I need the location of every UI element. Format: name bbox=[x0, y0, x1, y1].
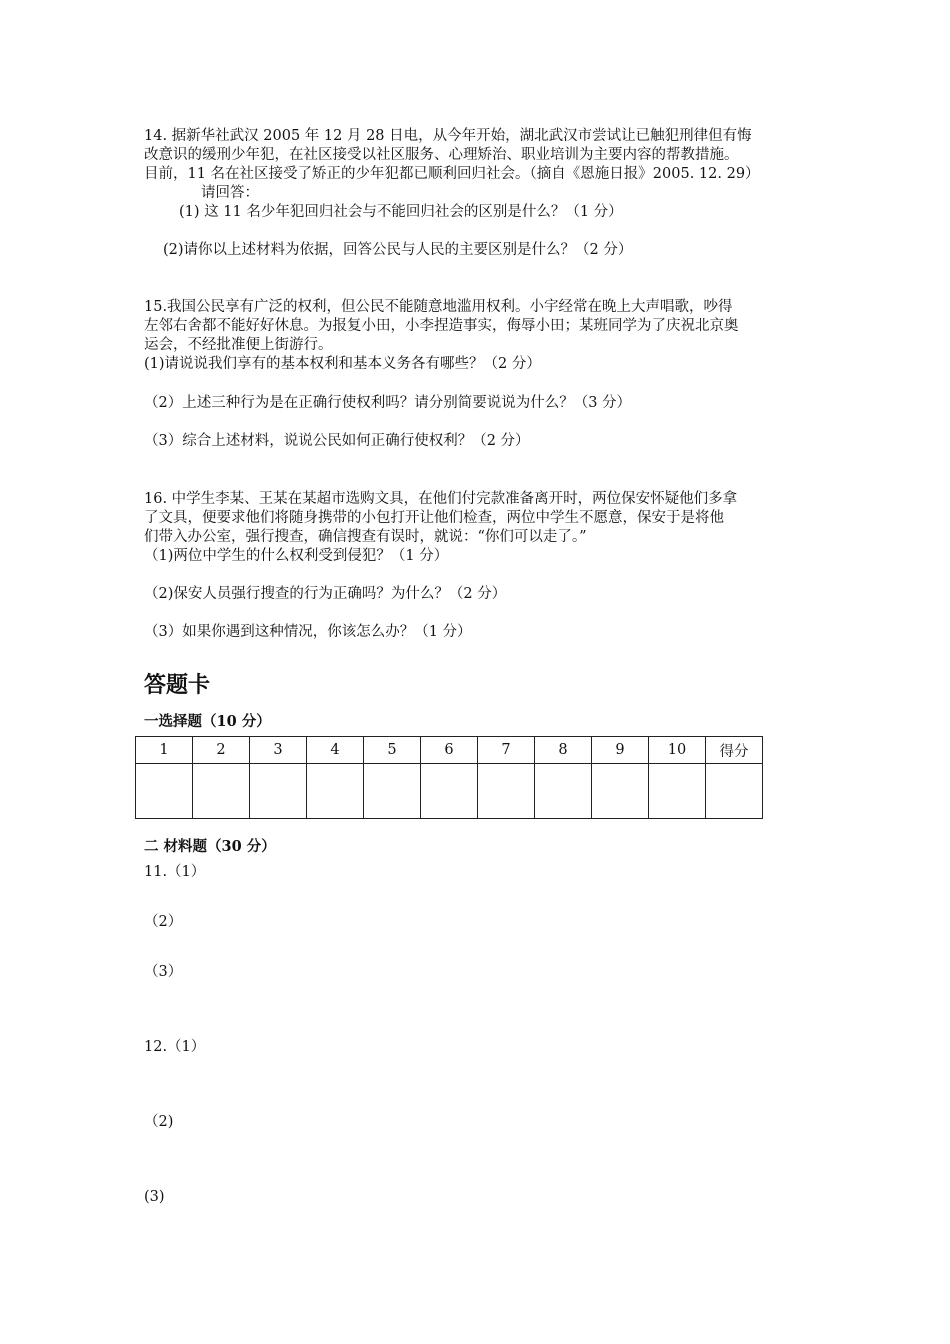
answer-cell[interactable] bbox=[592, 764, 649, 819]
q14-sub-2: (2)请你以上述材料为依据，回答公民与人民的主要区别是什么？（2 分） bbox=[163, 242, 633, 258]
q14-line-2: 改意识的缓刑少年犯，在社区接受以社区服务、心理矫治、职业培训为主要内容的帮教措施。 bbox=[144, 147, 739, 163]
section-2-heading: 二 材料题（30 分） bbox=[144, 838, 276, 855]
q16-line-3: 们带入办公室，强行搜查，确信搜查有误时，就说：“你们可以走了。” bbox=[144, 529, 587, 545]
q15-line-3: 运会，不经批准便上街游行。 bbox=[144, 337, 333, 353]
grid-header-cell-score: 得分 bbox=[706, 737, 763, 764]
grid-header-cell: 4 bbox=[307, 737, 364, 764]
answer-cell[interactable] bbox=[136, 764, 193, 819]
q15-sub-2: （2）上述三种行为是在正确行使权利吗？请分别简要说说为什么？（3 分） bbox=[144, 395, 632, 411]
q16-sub-2: （2)保安人员强行搜查的行为正确吗？为什么？（2 分） bbox=[144, 586, 507, 602]
q14-sub-1: (1) 这 11 名少年犯回归社会与不能回归社会的区别是什么？（1 分） bbox=[179, 204, 623, 220]
score-cell[interactable] bbox=[706, 764, 763, 819]
answer-cell[interactable] bbox=[307, 764, 364, 819]
grid-header-cell: 8 bbox=[535, 737, 592, 764]
q16-line-1: 16. 中学生李某、王某在某超市选购文具，在他们付完款准备离开时，两位保安怀疑他们多拿 bbox=[144, 491, 738, 507]
grid-header-cell: 9 bbox=[592, 737, 649, 764]
answer-grid-header-row bbox=[136, 737, 763, 764]
q14-prompt: 请回答： bbox=[201, 185, 259, 201]
answer-cell[interactable] bbox=[250, 764, 307, 819]
grid-header-cell: 7 bbox=[478, 737, 535, 764]
section-1-heading: 一选择题（10 分） bbox=[144, 713, 271, 730]
q14-line-1: 14. 据新华社武汉 2005 年 12 月 28 日电，从今年开始，湖北武汉市尝试让已触犯刑律但有悔 bbox=[144, 128, 752, 144]
answer-card-title: 答题卡 bbox=[144, 673, 211, 698]
answer-cell[interactable] bbox=[478, 764, 535, 819]
answer-item-11-3: （3） bbox=[144, 964, 183, 980]
answer-cell[interactable] bbox=[421, 764, 478, 819]
q15-line-1: 15.我国公民享有广泛的权利，但公民不能随意地滥用权利。小宇经常在晚上大声唱歌，吵得 bbox=[144, 299, 733, 315]
answer-cell[interactable] bbox=[535, 764, 592, 819]
answer-item-12-3: (3) bbox=[144, 1189, 165, 1205]
answer-cell[interactable] bbox=[193, 764, 250, 819]
grid-header-cell: 3 bbox=[250, 737, 307, 764]
grid-header-cell: 10 bbox=[649, 737, 706, 764]
q15-sub-3: （3）综合上述材料，说说公民如何正确行使权利？（2 分） bbox=[144, 433, 530, 449]
q15-sub-1: (1)请说说我们享有的基本权利和基本义务各有哪些？（2 分） bbox=[144, 356, 541, 372]
answer-grid bbox=[135, 736, 763, 819]
answer-item-12-2: （2) bbox=[144, 1114, 174, 1130]
q16-sub-3: （3）如果你遇到这种情况，你该怎么办？（1 分） bbox=[144, 624, 472, 640]
grid-header-cell: 5 bbox=[364, 737, 421, 764]
answer-grid-answer-row bbox=[136, 764, 763, 819]
answer-item-11-2: （2） bbox=[144, 914, 183, 930]
answer-item-11-1: 11.（1） bbox=[144, 864, 206, 880]
answer-cell[interactable] bbox=[364, 764, 421, 819]
grid-header-cell: 6 bbox=[421, 737, 478, 764]
answer-cell[interactable] bbox=[649, 764, 706, 819]
q16-sub-1: （1)两位中学生的什么权利受到侵犯？（1 分） bbox=[144, 548, 449, 564]
q14-line-3: 目前，11 名在社区接受了矫正的少年犯都已顺利回归社会。（摘自《恩施日报》2005. 12. 29） bbox=[144, 166, 760, 182]
grid-header-cell: 2 bbox=[193, 737, 250, 764]
q16-line-2: 了文具，便要求他们将随身携带的小包打开让他们检查，两位中学生不愿意，保安于是将他 bbox=[144, 510, 724, 526]
grid-header-cell: 1 bbox=[136, 737, 193, 764]
answer-item-12-1: 12.（1） bbox=[144, 1039, 206, 1055]
q15-line-2: 左邻右舍都不能好好休息。为报复小田，小李捏造事实，侮辱小田；某班同学为了庆祝北京奥 bbox=[144, 318, 739, 334]
